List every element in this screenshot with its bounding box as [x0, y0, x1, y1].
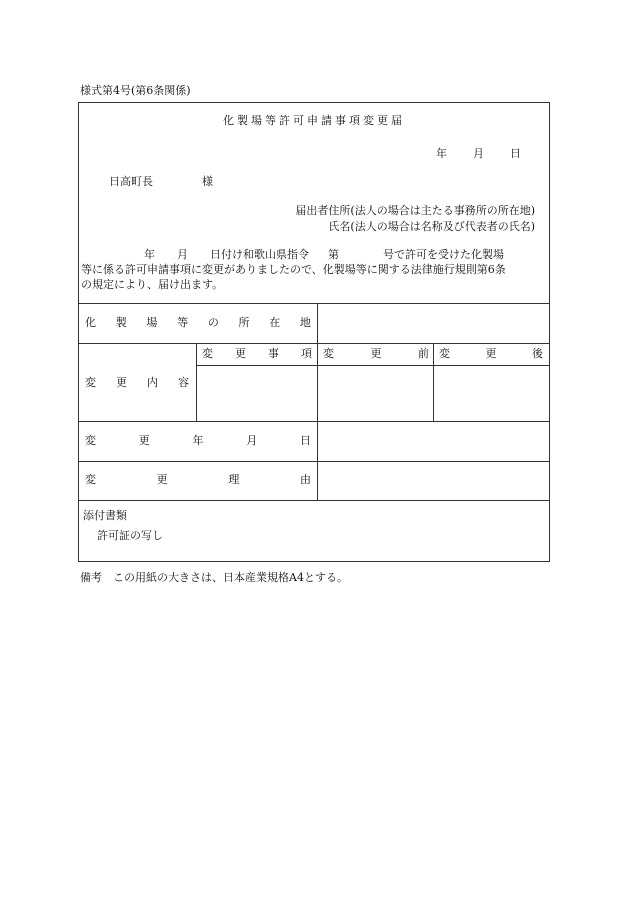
date-month: 月: [473, 147, 484, 160]
table-top-rule: [79, 303, 549, 304]
date-year: 年: [436, 147, 447, 160]
attachment-item: 許可証の写し: [97, 529, 163, 542]
body-line-3: の規定により、届け出ます。: [81, 278, 224, 291]
applicant-address-label: 届出者住所(法人の場合は主たる事務所の所在地): [295, 204, 535, 217]
after-header: 変 更 後: [439, 347, 543, 360]
row-rule-4: [79, 500, 549, 501]
change-date-label: 変 更 年 月 日: [85, 434, 311, 447]
form-number: 様式第4号(第6条関係): [80, 84, 191, 97]
change-header-rule: [196, 365, 549, 366]
row-rule-3: [79, 461, 549, 462]
body-line-1: 年 月 日付け和歌山県指令 第 号で許可を受けた化製場: [144, 248, 504, 261]
date-day: 日: [510, 147, 521, 160]
date-line: [436, 145, 521, 161]
applicant-name-label: 氏名(法人の場合は名称及び代表者の氏名): [328, 220, 535, 233]
attachments-title: 添付書類: [83, 509, 127, 522]
change-reason-label: 変 更 理 由: [85, 473, 311, 486]
change-item-header: 変 更 事 項: [202, 347, 312, 360]
label-column-divider: [317, 303, 318, 500]
remarks-note: 備考 この用紙の大きさは、日本産業規格A4とする。: [80, 571, 348, 584]
row-rule-1: [79, 343, 549, 344]
row-rule-2: [79, 421, 549, 422]
addressee-name: 日高町長: [109, 175, 153, 188]
before-after-divider: [433, 343, 434, 421]
change-content-label: 変 更 内 容: [85, 376, 189, 389]
item-column-divider: [196, 343, 197, 421]
form-frame: [78, 102, 550, 562]
addressee-honorific: 様: [202, 175, 213, 188]
location-label: 化 製 場 等 の 所 在 地: [85, 316, 311, 329]
before-header: 変 更 前: [323, 347, 429, 360]
body-line-2: 等に係る許可申請事項に変更がありましたので、化製場等に関する法律施行規則第6条: [81, 263, 506, 276]
form-title: 化製場等許可申請事項変更届: [223, 114, 405, 127]
body-paragraph: [81, 247, 547, 292]
